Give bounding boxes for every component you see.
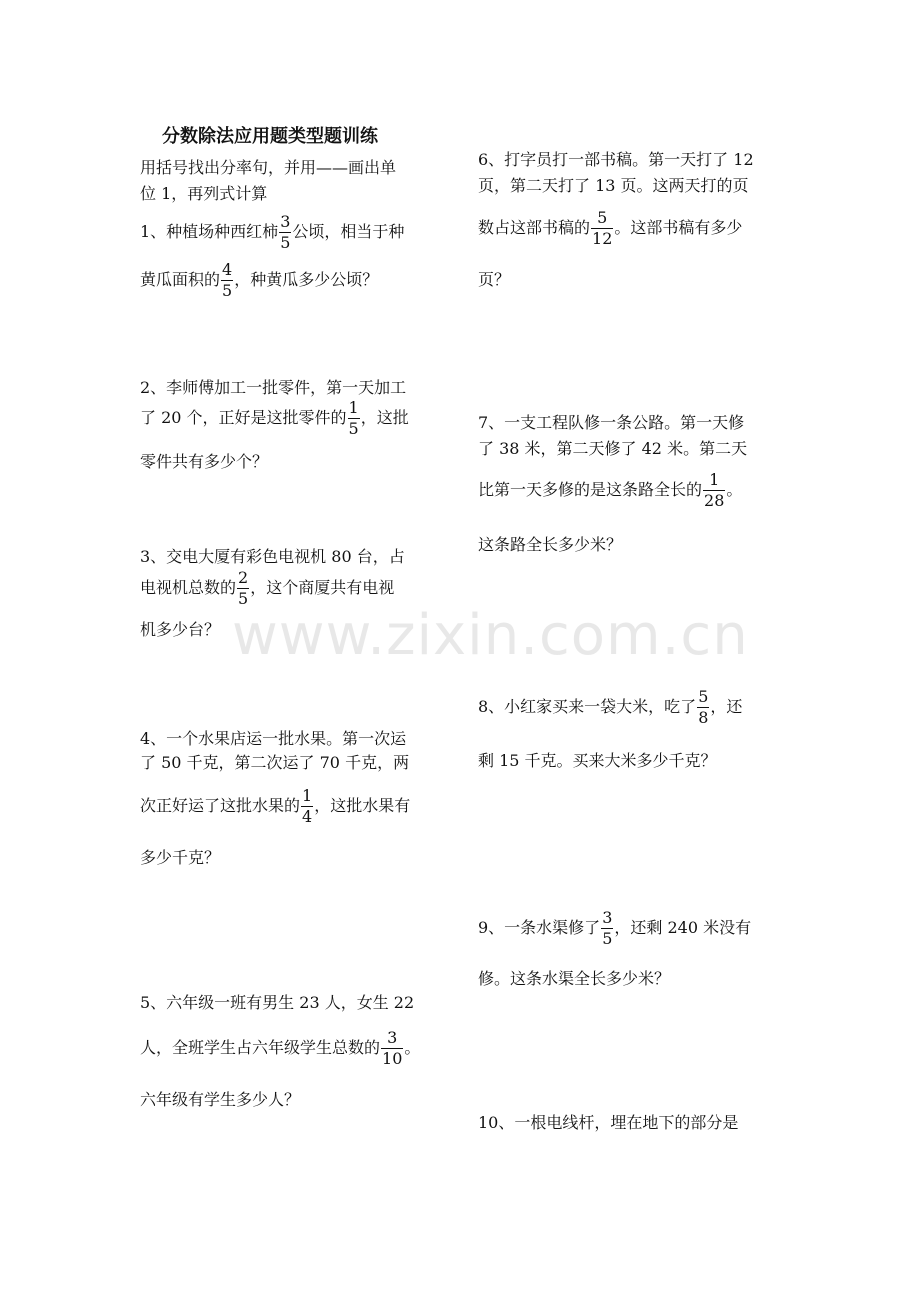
problem-9-text-a: 9、一条水渠修了 <box>478 918 601 937</box>
fraction-numerator: 5 <box>597 208 608 227</box>
problem-2-line-3: 零件共有多少个？ <box>140 452 269 471</box>
problem-6-text-c: 数占这部书稿的 <box>478 218 591 237</box>
fraction-denominator: 12 <box>592 229 613 248</box>
problem-8-text-a: 8、小红家买来一袋大米，吃了 <box>478 697 697 716</box>
problem-9-text-b: ，还剩 240 米没有 <box>614 918 752 937</box>
problem-3-text-b: 电视机总数的 <box>140 578 237 597</box>
problem-4-line-2: 了 50 千克，第二次运了 70 千克，两 <box>140 753 410 772</box>
problem-1-line-2 <box>140 262 378 299</box>
fraction <box>221 262 233 299</box>
problem-6-line-3 <box>478 210 742 247</box>
problem-1-text-b: 公顷，相当于种 <box>292 222 405 241</box>
problem-1-text-a: 1、种植场种西红柿 <box>140 222 279 241</box>
fraction-numerator: 2 <box>238 568 249 587</box>
problem-1-text-c: 黄瓜面积的 <box>140 270 221 289</box>
problem-6-line-4: 页？ <box>478 270 511 289</box>
fraction <box>279 214 291 251</box>
problem-3-line-2 <box>140 570 394 607</box>
watermark: www.zixin.com.cn <box>232 603 749 668</box>
fraction-numerator: 1 <box>709 470 720 489</box>
problem-4-text-d: ，这批水果有 <box>314 796 411 815</box>
fraction-denominator: 10 <box>382 1049 403 1068</box>
problem-7-line-4: 这条路全长多少米？ <box>478 535 623 554</box>
fraction <box>591 210 613 247</box>
fraction <box>703 472 725 509</box>
problem-7-text-c: 比第一天多修的是这条路全长的 <box>478 480 703 499</box>
problem-4-text-c: 次正好运了这批水果的 <box>140 796 301 815</box>
fraction-numerator: 4 <box>222 260 233 279</box>
problem-6-text-d: 。这部书稿有多少 <box>614 218 743 237</box>
fraction-numerator: 5 <box>698 687 709 706</box>
fraction <box>697 689 709 726</box>
fraction-numerator: 1 <box>348 398 359 417</box>
fraction-denominator: 5 <box>280 233 291 252</box>
fraction <box>237 570 249 607</box>
problem-4-line-1: 4、一个水果店运一批水果。第一次运 <box>140 729 407 748</box>
problem-3-line-3: 机多少台？ <box>140 620 221 639</box>
problem-7-line-2: 了 38 米，第二天修了 42 米。第二天 <box>478 439 748 458</box>
instruction-line-1: 用括号找出分率句，并用——画出单 <box>140 158 397 177</box>
page-title: 分数除法应用题类型题训练 <box>162 126 378 147</box>
problem-4-line-3 <box>140 788 410 825</box>
problem-4-line-4: 多少千克？ <box>140 848 221 867</box>
fraction <box>348 400 360 437</box>
problem-1-text-d: ，种黄瓜多少公顷？ <box>234 270 379 289</box>
fraction-numerator: 3 <box>280 212 291 231</box>
problem-2-line-1: 2、李师傅加工一批零件，第一天加工 <box>140 378 407 397</box>
fraction-numerator: 3 <box>387 1028 398 1047</box>
fraction <box>301 788 313 825</box>
problem-8-text-b: ，还 <box>710 697 743 716</box>
fraction-denominator: 5 <box>348 419 359 438</box>
problem-2-line-2 <box>140 400 409 437</box>
problem-8-line-1 <box>478 689 742 726</box>
fraction-denominator: 28 <box>704 491 725 510</box>
problem-5-line-1: 5、六年级一班有男生 23 人，女生 22 <box>140 993 415 1012</box>
problem-10-line-1: 10、一根电线杆，埋在地下的部分是 <box>478 1113 739 1132</box>
problem-7-line-1: 7、一支工程队修一条公路。第一天修 <box>478 413 745 432</box>
problem-8-line-2: 剩 15 千克。买来大米多少千克？ <box>478 751 717 770</box>
fraction-denominator: 5 <box>222 281 233 300</box>
problem-3-line-1: 3、交电大厦有彩色电视机 80 台，占 <box>140 547 405 566</box>
problem-9-line-1 <box>478 910 751 947</box>
fraction-denominator: 5 <box>238 589 249 608</box>
problem-5-text-b: 人，全班学生占六年级学生总数的 <box>140 1038 381 1057</box>
problem-7-text-d: 。 <box>726 480 743 499</box>
problem-6-line-2: 页，第二天打了 13 页。这两天打的页 <box>478 176 749 195</box>
fraction-numerator: 3 <box>602 908 613 927</box>
problem-5-text-c: 。 <box>404 1038 421 1057</box>
problem-2-text-b: 了 20 个，正好是这批零件的 <box>140 408 347 427</box>
problem-6-line-1: 6、打字员打一部书稿。第一天打了 12 <box>478 150 754 169</box>
problem-9-line-2: 修。这条水渠全长多少米？ <box>478 969 671 988</box>
fraction <box>381 1030 403 1067</box>
problem-5-line-3: 六年级有学生多少人？ <box>140 1090 301 1109</box>
problem-2-text-c: ，这批 <box>360 408 409 427</box>
instruction-line-2: 位 1，再列式计算 <box>140 184 268 203</box>
problem-3-text-c: ，这个商厦共有电视 <box>250 578 395 597</box>
fraction <box>601 910 613 947</box>
fraction-denominator: 4 <box>302 807 313 826</box>
fraction-denominator: 8 <box>698 708 709 727</box>
problem-5-line-2 <box>140 1030 420 1067</box>
problem-1-line-1 <box>140 214 404 251</box>
fraction-numerator: 1 <box>302 786 313 805</box>
fraction-denominator: 5 <box>602 929 613 948</box>
problem-7-line-3 <box>478 472 742 509</box>
